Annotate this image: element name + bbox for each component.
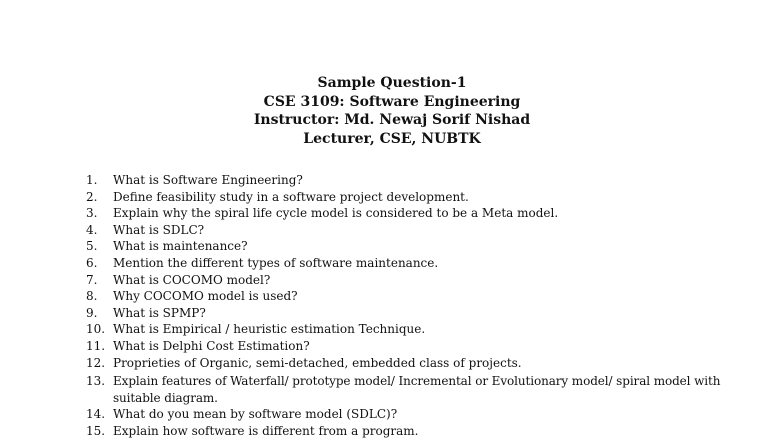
question-text: What is SPMP? <box>113 305 206 320</box>
question-item <box>86 355 746 372</box>
course-title: CSE 3109: Software Engineering <box>263 93 521 110</box>
question-text: Proprieties of Organic, semi-detached, embedded class of projects. <box>113 355 522 370</box>
question-item <box>86 321 746 338</box>
question-number: 4. <box>86 222 98 237</box>
question-item <box>86 338 746 355</box>
question-text: What is COCOMO model? <box>113 272 271 287</box>
question-item <box>86 255 746 272</box>
question-text: What is Empirical / heuristic estimation Technique. <box>113 322 426 337</box>
question-item <box>86 373 746 406</box>
question-number: 14. <box>86 407 106 422</box>
question-item <box>86 423 746 440</box>
question-number: 11. <box>86 338 106 353</box>
question-list <box>86 172 746 440</box>
question-text: Mention the different types of software maintenance. <box>113 255 439 270</box>
document-header <box>0 74 784 148</box>
question-text: Why COCOMO model is used? <box>113 289 298 304</box>
document-title: Sample Question-1 <box>317 75 467 91</box>
question-item <box>86 305 746 322</box>
question-number: 1. <box>86 173 98 187</box>
question-item <box>86 205 746 222</box>
question-number: 3. <box>86 206 98 221</box>
instructor-name: Instructor: Md. Newaj Sorif Nishad <box>253 112 531 128</box>
question-number: 13. <box>86 374 106 389</box>
question-number: 15. <box>86 423 106 438</box>
question-item <box>86 288 746 305</box>
question-text: Define feasibility study in a software project development. <box>113 189 469 204</box>
question-item <box>86 189 746 206</box>
instructor-position: Lecturer, CSE, NUBTK <box>303 130 481 147</box>
question-number: 8. <box>86 289 98 304</box>
question-item <box>86 406 746 423</box>
question-item <box>86 172 746 189</box>
question-text: What is Software Engineering? <box>113 173 303 187</box>
question-text: Explain how software is different from a program. <box>113 423 419 438</box>
question-number: 6. <box>86 255 98 270</box>
question-text: What do you mean by software model (SDLC)? <box>113 407 398 422</box>
question-item <box>86 238 746 255</box>
question-number: 9. <box>86 305 98 320</box>
question-text: Explain why the spiral life cycle model is considered to be a Meta model. <box>113 206 559 221</box>
question-text: What is SDLC? <box>113 222 205 237</box>
question-text: Explain features of Waterfall/ prototype model/ Incremental or Evolutionary model/ spiral model with suitable diagram. <box>113 374 721 405</box>
question-number: 7. <box>86 272 98 287</box>
question-item <box>86 272 746 289</box>
question-number: 2. <box>86 189 98 204</box>
question-text: What is Delphi Cost Estimation? <box>113 338 310 353</box>
question-text: What is maintenance? <box>113 239 248 254</box>
question-number: 12. <box>86 355 106 370</box>
question-number: 10. <box>86 322 106 337</box>
question-item <box>86 222 746 239</box>
question-number: 5. <box>86 239 98 254</box>
